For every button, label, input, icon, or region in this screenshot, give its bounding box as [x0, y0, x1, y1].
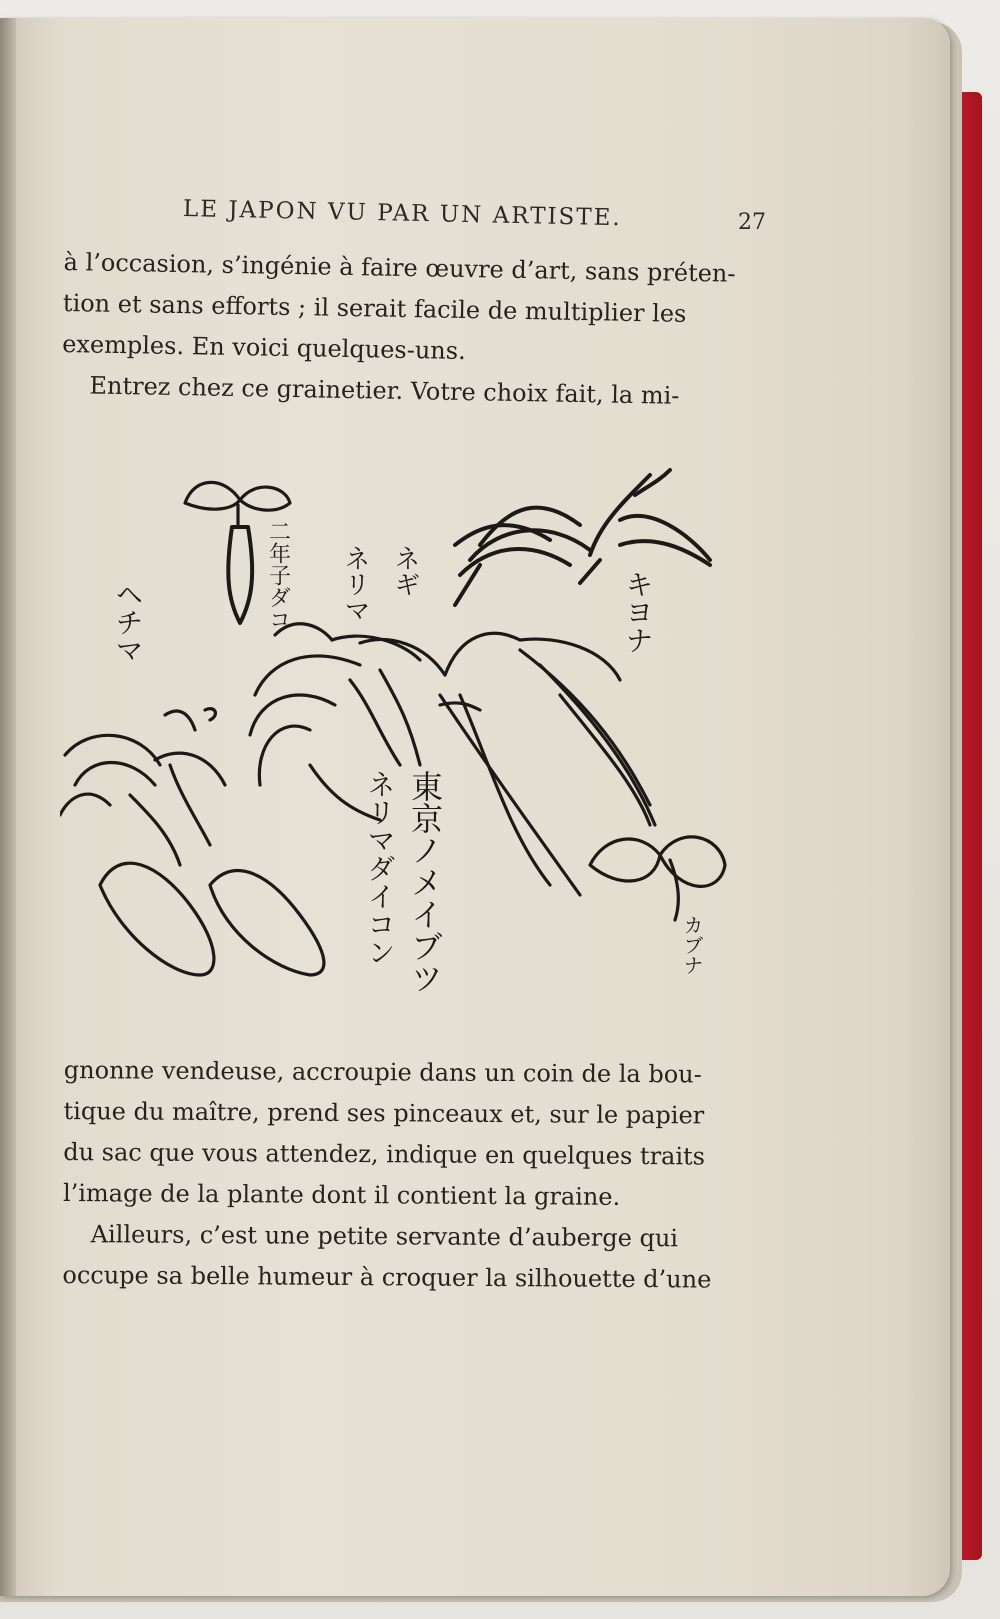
label-nerima: ネリマ [340, 545, 370, 623]
text-line: du sac que vous attendez, indique en quelques traits [63, 1137, 706, 1171]
gourd-drawing [60, 709, 324, 975]
label-negi: ネギ [390, 545, 420, 597]
vegetable-illustration [60, 465, 760, 1025]
running-title: LE JAPON VU PAR UN ARTISTE. [182, 196, 623, 232]
kyona-drawing [455, 470, 710, 605]
page-gutter [0, 18, 16, 1596]
text-line: à l’occasion, s’ingénie à faire œuvre d’art, sans préten- [63, 247, 736, 288]
paragraph-top [61, 242, 764, 418]
label-kabuna: カブナ [680, 915, 704, 975]
daikon-drawing [250, 624, 655, 895]
text-line: exemples. En voici quelques-uns. [61, 329, 466, 366]
text-line: occupe sa belle humeur à croquer la silhouette d’une [62, 1260, 712, 1294]
text-line: Entrez chez ce grainetier. Votre choix fait, la mi- [89, 371, 680, 410]
label-hechima: ヘチマ [111, 580, 145, 664]
label-kyona: キヨナ [621, 570, 655, 654]
paragraph-bottom [62, 1050, 764, 1301]
kabuna-drawing [590, 837, 725, 920]
text-line: tion et sans efforts ; il serait facile de multiplier les [62, 288, 687, 328]
label-tokyo-meibutsu: 東京ノメイブツ [406, 770, 444, 994]
page-number: 27 [738, 210, 766, 235]
text-line: Ailleurs, c’est une petite servante d’auberge qui [90, 1220, 679, 1253]
text-line: tique du maître, prend ses pinceaux et, sur le papier [63, 1096, 705, 1130]
text-line: gnonne vendeuse, accroupie dans un coin de la bou- [63, 1055, 702, 1089]
text-line: l’image de la plante dont il contient la graine. [62, 1178, 621, 1211]
label-nerima-daikon: ネリマダイコン [363, 770, 397, 966]
label-nikoshiwa: 二年子ダコ [265, 520, 291, 630]
